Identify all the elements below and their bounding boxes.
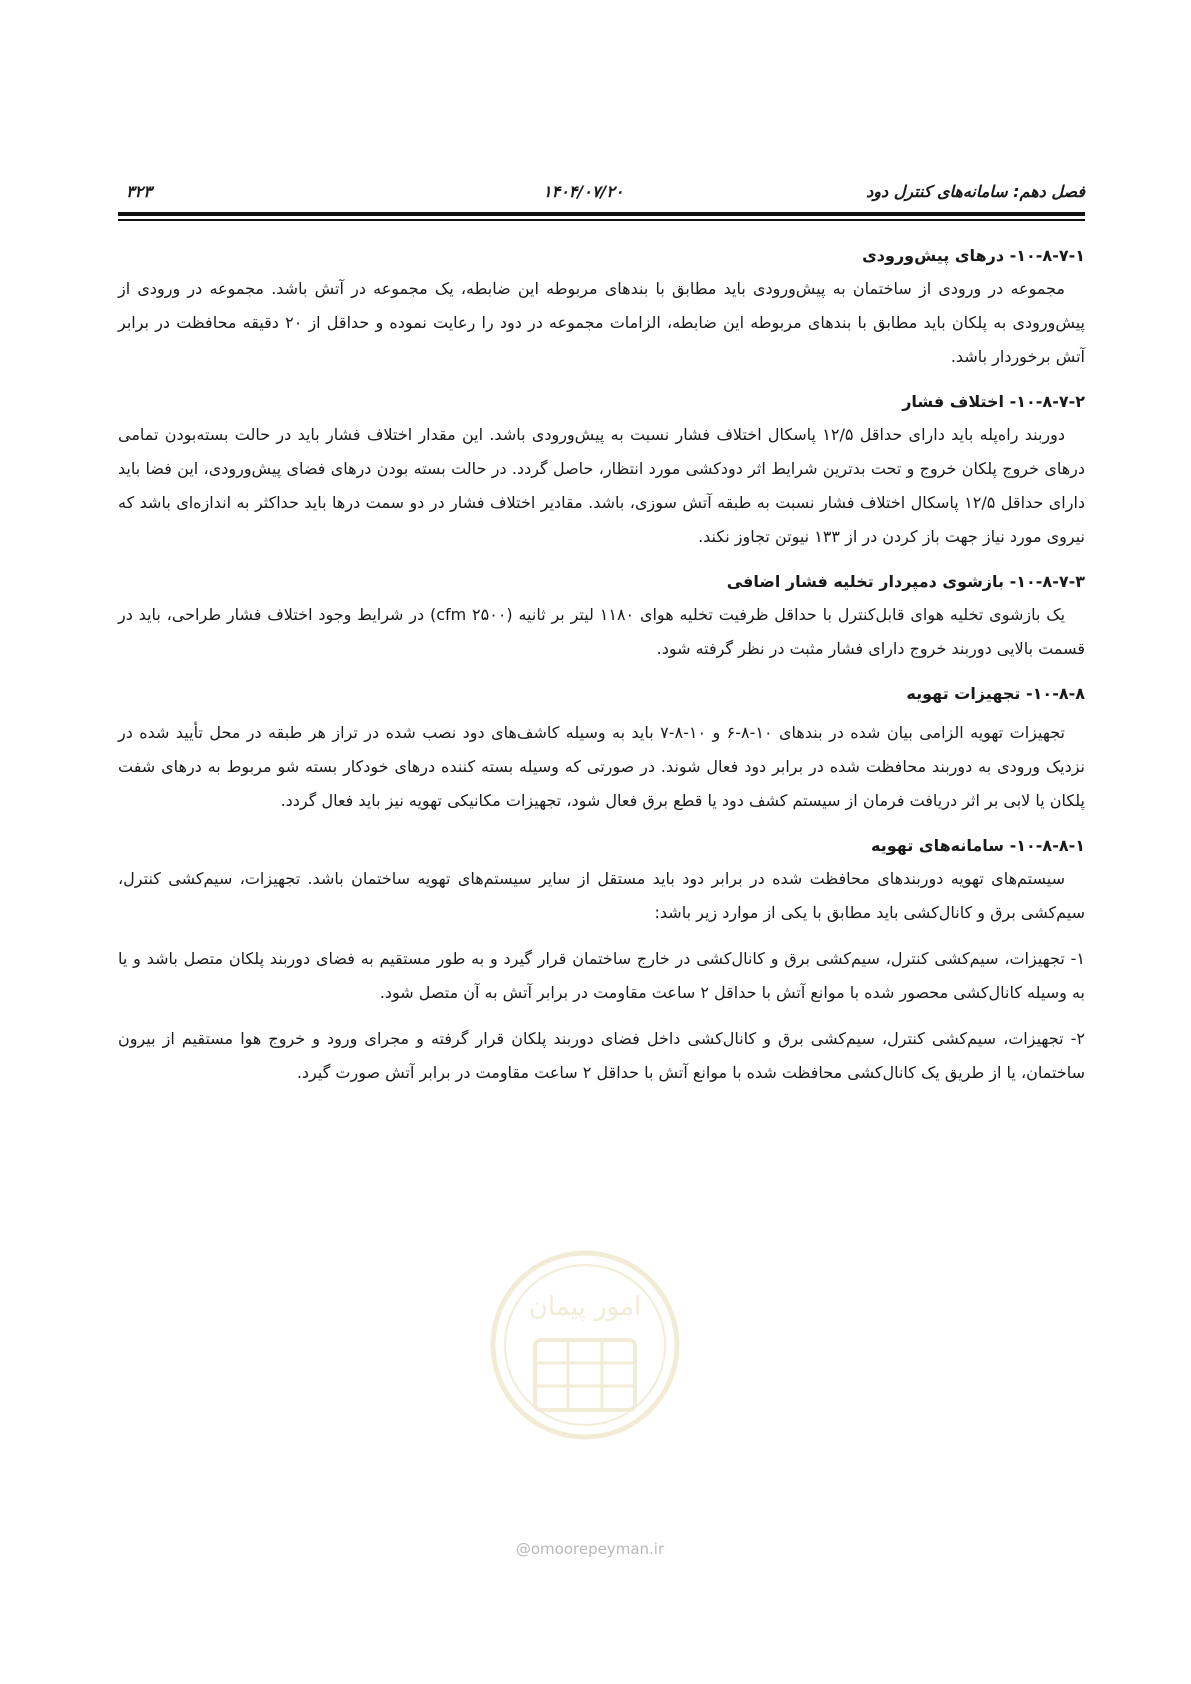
section-heading: ۱۰-۸-۸- تجهیزات تهویه (906, 684, 1085, 703)
paragraph: تجهیزات تهویه الزامی بیان شده در بندهای ۱۰-۸-۶ و ۱۰-۸-۷ باید به وسیله کاشف‌های دود نصب شده در تراز هر طبقه در محل تأیید شده در نزدیک ورودی به دوربند محافظت شده در برابر دود فعال شوند. در صورتی که وسیله بسته کننده درهای خودکار بسته شو مربوط به درهای شفت پلکان یا لابی بر اثر دریافت فرمان از سیستم کشف دود یا قطع برق فعال شود، تجهیزات مکانیکی تهویه نیز باید فعال گردد. (118, 723, 1085, 810)
paragraph: مجموعه در ورودی از ساختمان به پیش‌ورودی باید مطابق با بندهای مربوطه این ضابطه، یک مجموعه در آتش باشد. مجموعه در ورودی از پیش‌ورودی به پلکان باید مطابق با بندهای مربوطه این ضابطه، الزامات مجموعه در دود را رعایت نموده و حداقل از ۲۰ دقیقه محافظت در برابر آتش برخوردار باشد. (118, 279, 1086, 366)
paragraph: سیستم‌های تهویه دوربندهای محافظت شده در برابر دود باید مستقل از سایر سیستم‌های تهویه ساختمان باشد. تجهیزات، سیم‌کشی کنترل، سیم‌کشی برق و کانال‌کشی باید مطابق با یکی از موارد زیر باشد: (118, 869, 1085, 922)
list-item-2: ۲- تجهیزات، سیم‌کشی کنترل، سیم‌کشی برق و کانال‌کشی داخل فضای دوربند پلکان قرار گرفته و مجرای ورود و خروج هوا مستقیم از بیرون ساختمان، یا از طریق یک کانال‌کشی محافظت شده با موانع آتش با حداقل ۲ ساعت مقاومت در برابر آتش صورت گیرد. (118, 1029, 1085, 1082)
section-heading: ۱۰-۸-۷-۳- بازشوی دمپردار تخلیه فشار اضافی (726, 572, 1085, 591)
watermark-url: @omoorepeyman.ir (515, 1540, 665, 1558)
section-heading: ۱۰-۸-۷-۲- اختلاف فشار (902, 392, 1085, 411)
page-header (118, 176, 1085, 206)
paragraph: دوربند راه‌پله باید دارای حداقل ۱۲/۵ پاسکال اختلاف فشار نسبت به پیش‌ورودی باشد. این مقدار اختلاف فشار باید در حالت بسته‌بودن تمامی درهای خروج پلکان خروج و تحت بدترین شرایط اثر دودکشی مورد انتظار، حاصل گردد. در حالت بسته بودن درهای فضای پیش‌ورودی، این فضا باید دارای حداقل ۱۲/۵ پاسکال اختلاف فشار نسبت به طبقه آتش سوزی، باشد. مقادیر اختلاف فشار در دو سمت درها باید حداکثر به اندازه‌ای باشد که نیروی مورد نیاز جهت باز کردن در از ۱۳۳ نیوتن تجاوز نکند. (118, 425, 1086, 546)
header-rule-thin (118, 219, 1085, 221)
section-heading: ۱۰-۸-۸-۱- سامانه‌های تهویه (871, 836, 1085, 855)
header-rule-thick (118, 212, 1085, 216)
chapter-title: فصل دهم: سامانه‌های کنترل دود (866, 182, 1085, 201)
header-date: ۱۴۰۴/۰۷/۲۰ (543, 182, 624, 201)
list-item-1: ۱- تجهیزات، سیم‌کشی کنترل، سیم‌کشی برق و کانال‌کشی در خارج ساختمان قرار گیرد و به طور مستقیم به فضای دوربند پلکان متصل باشد و یا به وسیله کانال‌کشی محصور شده با موانع آتش با حداقل ۲ ساعت مقاومت در برابر آتش به آن متصل شود. (118, 949, 1085, 1002)
page-number: ۳۲۳ (126, 182, 152, 201)
watermark-logo-text: امور پیمان (528, 1292, 642, 1322)
section-heading: ۱۰-۸-۷-۱- درهای پیش‌ورودی (862, 246, 1085, 265)
watermark-logo (485, 1245, 685, 1445)
paragraph: یک بازشوی تخلیه هوای قابل‌کنترل با حداقل ظرفیت تخلیه هوای ۱۱۸۰ لیتر بر ثانیه (cfm ۲۵۰۰) در شرایط وجود اختلاف فشار طراحی، باید در قسمت بالایی دوربند خروج دارای فشار مثبت در نظر گرفته شود. (118, 605, 1085, 658)
body-content (118, 240, 1085, 1090)
